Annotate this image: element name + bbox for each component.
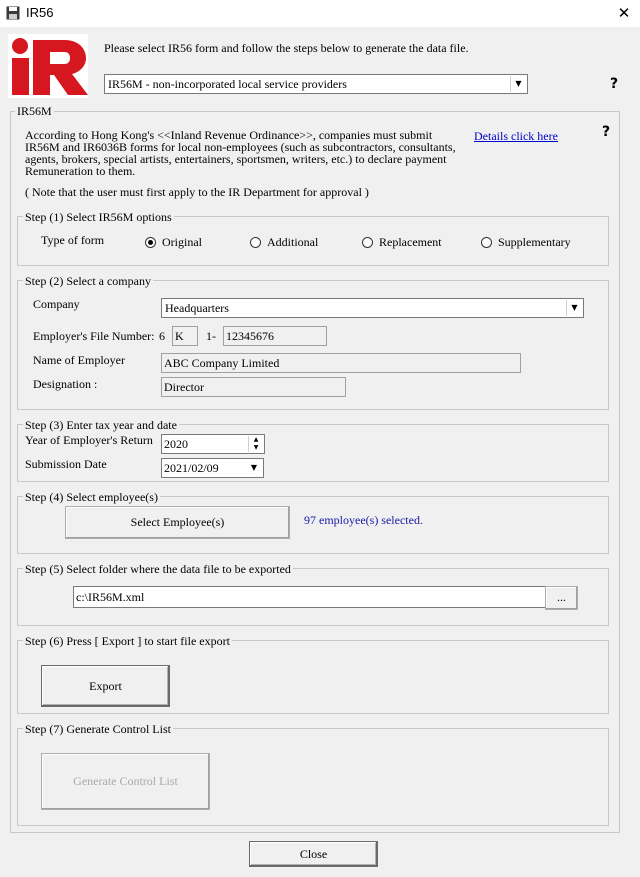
window-title: IR56 [26,5,54,20]
tax-year-spinner[interactable] [161,434,265,454]
help-question-icon[interactable]: ? [609,76,619,92]
radio-supplementary[interactable] [481,235,571,250]
step3-legend: Step (3) Enter tax year and date [25,418,177,432]
details-link[interactable]: Details click here [474,129,558,143]
generate-control-list-button[interactable]: Generate Control List [41,753,210,810]
file-number-dash: 1- [206,329,216,343]
radio-supplementary-circle[interactable] [481,237,492,248]
file-number-label: Employer's File Number: [33,329,155,343]
step5-legend: Step (5) Select folder where the data file to be exported [25,562,291,576]
floppy-disk-icon [6,6,20,20]
chevron-down-icon[interactable]: ▼ [510,76,526,92]
select-employees-button[interactable]: Select Employee(s) [65,506,290,539]
spin-updown-icon[interactable]: ▲ ▼ [248,436,263,452]
close-button[interactable]: Close [249,841,378,867]
radio-additional-circle[interactable] [250,237,261,248]
file-letter-field: K [172,326,198,346]
form-type-label: Type of form [41,233,105,247]
chevron-down-icon[interactable]: ▼ [566,300,582,316]
file-number-prefix: 6 [159,329,165,343]
company-label: Company [33,297,80,311]
step6-legend: Step (6) Press [ Export ] to start file export [25,634,230,648]
file-number-field: 12345676 [223,326,327,346]
window-close-button[interactable]: ✕ [617,4,631,22]
tax-year-value: 2020 [164,437,188,451]
designation-field: Director [161,377,346,397]
radio-supplementary-label: Supplementary [498,235,571,249]
submission-date-label: Submission Date [25,457,107,471]
step1-legend: Step (1) Select IR56M options [25,210,172,224]
radio-original-label: Original [162,235,202,249]
radio-replacement[interactable] [362,235,442,250]
employer-name-field: ABC Company Limited [161,353,521,373]
export-button[interactable]: Export [41,665,170,707]
step2-legend: Step (2) Select a company [25,274,151,288]
designation-label: Designation : [33,377,98,391]
employees-selected-status: 97 employee(s) selected. [304,513,423,527]
radio-additional-label: Additional [267,235,319,249]
ir56m-group-label: IR56M [17,104,52,118]
employer-name-label: Name of Employer [33,353,125,367]
radio-replacement-circle[interactable] [362,237,373,248]
chevron-down-icon[interactable]: ▼ [250,463,258,472]
submission-date-value: 2021/02/09 [164,461,219,475]
details-help-icon[interactable]: ? [601,124,611,140]
radio-replacement-label: Replacement [379,235,442,249]
export-path-input[interactable]: c:\IR56M.xml [73,586,546,608]
form-type-select-value: IR56M - non-incorporated local service providers [108,77,347,91]
submission-date-picker[interactable] [161,458,264,478]
radio-original[interactable] [145,235,202,250]
radio-original-circle[interactable] [145,237,156,248]
browse-button[interactable]: ... [545,586,578,610]
title-bar [0,0,640,27]
radio-additional[interactable] [250,235,318,250]
top-instruction: Please select IR56 form and follow the steps below to generate the data file. [104,41,469,55]
approval-note: ( Note that the user must first apply to the IR Department for approval ) [25,185,369,199]
step7-legend: Step (7) Generate Control List [25,722,171,736]
tax-year-label: Year of Employer's Return [25,433,153,447]
ird-logo [8,34,88,98]
form-type-select[interactable] [104,74,528,94]
step4-legend: Step (4) Select employee(s) [25,490,158,504]
company-select[interactable] [161,298,584,318]
ir56m-description: According to Hong Kong's <<Inland Revenue Ordinance>>, companies must submit IR56M and IR6036B forms for local non-employees (such as subcontractors, consultants, agents, brokers, special artists, entertainers, sportsmen, writers, etc.) to declare payment Remuneration to them. [25,128,456,178]
company-select-value: Headquarters [165,301,229,315]
